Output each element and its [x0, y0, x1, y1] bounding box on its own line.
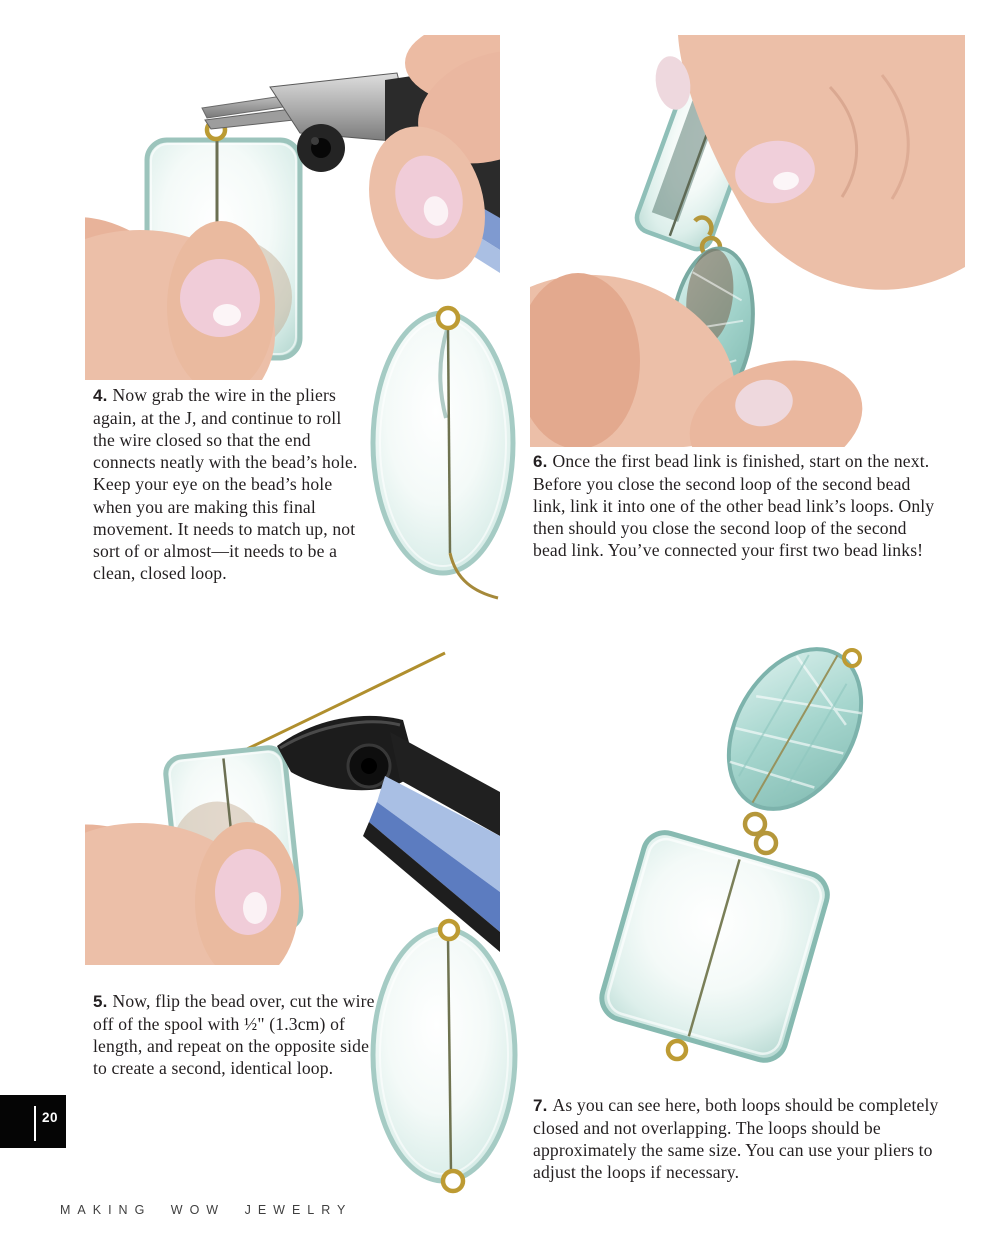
step-4-number: 4.: [93, 386, 108, 405]
gold-wire-loop-bottom: [443, 1171, 463, 1191]
page-number-badge: [0, 1095, 66, 1148]
oval-glass-bead: [373, 313, 513, 573]
gold-wire-loops: [745, 814, 776, 853]
step-4-paragraph: [93, 384, 365, 585]
step-6-number: 6.: [533, 452, 548, 471]
page-number: 20: [42, 1110, 59, 1125]
step-7-number: 7.: [533, 1096, 548, 1115]
step-4-text: Now grab the wire in the pliers again, at the J, and continue to roll the wire closed so that the end connects neatly with the bead’s hole. Keep your eye on the bead’s hole when you are making this final movement. It needs to match up, not sort of or almost—it needs to be a clean, closed loop.: [93, 385, 358, 584]
step-6-paragraph: [533, 450, 938, 562]
step-6-text: Once the first bead link is finished, start on the next. Before you close the second loop of the second bead link, link it into one of the other bead link’s loops. Only then should you close the second loop of the second bead link. You’ve connected your first two bead links!: [533, 451, 935, 561]
step-5-paragraph: [93, 990, 375, 1079]
page-badge-divider: [34, 1106, 36, 1141]
gold-wire-loop: [438, 308, 458, 328]
photo-step7: [565, 630, 965, 1085]
photo-step6: [530, 35, 965, 447]
oval-glass-bead: [373, 929, 515, 1181]
gold-wire-loop-bottom: [668, 1041, 686, 1059]
footer-title: MAKING WOW JEWELRY: [60, 1203, 353, 1217]
glass-rect-bead: [597, 827, 833, 1065]
step-5-number: 5.: [93, 992, 108, 1011]
gold-wire-loop-top: [440, 921, 458, 939]
step-5-text: Now, flip the bead over, cut the wire off of the spool with ½" (1.3cm) of length, and repeat on the opposite side to create a second, identical loop.: [93, 991, 375, 1078]
photo-oval-double-loop: [368, 915, 525, 1197]
photo-oval-single-loop: [368, 298, 525, 603]
step-7-text: As you can see here, both loops should be completely closed and not overlapping. The loops should be approximately the same size. You can use your pliers to adjust the loops if necessary.: [533, 1095, 939, 1182]
step-7-paragraph: [533, 1094, 945, 1183]
gold-wire-loop-top: [844, 650, 860, 666]
